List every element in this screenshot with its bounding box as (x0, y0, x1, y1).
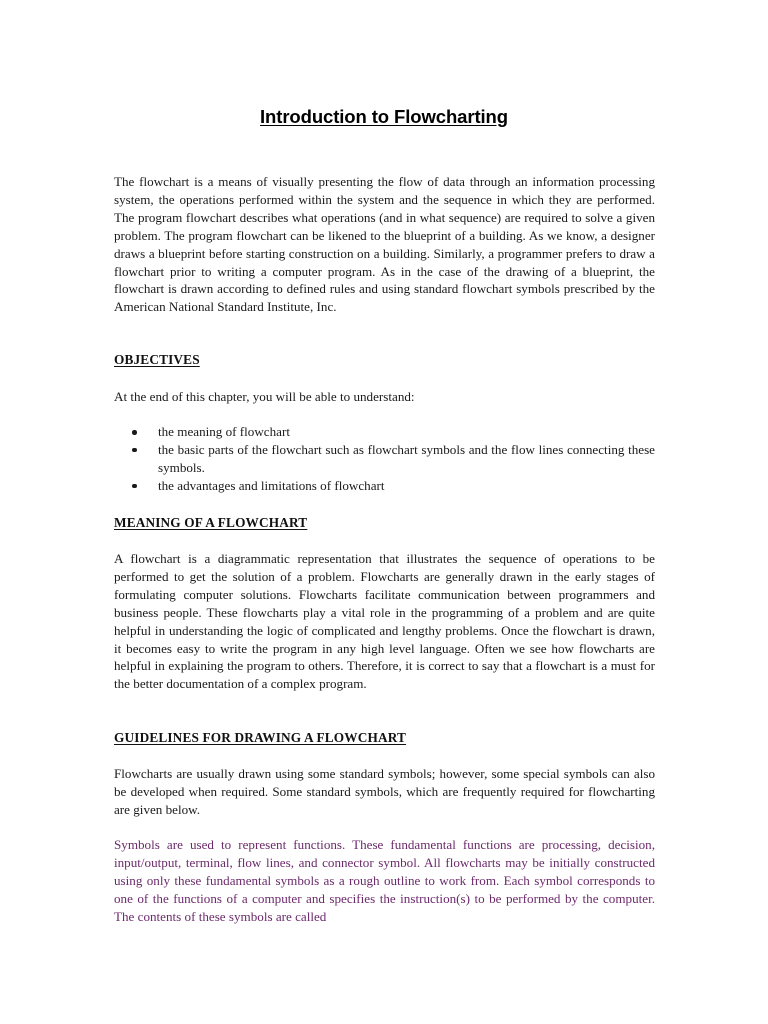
symbols-paragraph: Symbols are used to represent functions. These fundamental functions are processing, decision, input/output, terminal, flow lines, and connector symbol. All flowcharts may be initially constructed using only these fundamental symbols as a rough outline to work from. Each symbol corresponds to one of the functions of a computer and specifies the instruction(s) to be performed by the computer. The contents of these symbols are called (114, 837, 655, 924)
list-item-text: the basic parts of the flowchart such as flowchart symbols and the flow lines connecting these symbols. (158, 441, 655, 475)
page-title: Introduction to Flowcharting (260, 106, 508, 127)
bullet-icon (132, 484, 137, 489)
list-item-text: the meaning of flowchart (158, 424, 290, 439)
objectives-list (132, 423, 655, 495)
list-item (132, 441, 655, 477)
bullet-icon (132, 448, 137, 453)
intro-paragraph: The flowchart is a means of visually presenting the flow of data through an information processing system, the operations performed within the system and the sequence in which they are performed. The program flowchart describes what operations (and in what sequence) are required to solve a given problem. The program flowchart can be likened to the blueprint of a building. As we know, a designer draws a blueprint before starting construction on a building. Similarly, a programmer prefers to draw a flowchart prior to writing a computer program. As in the case of the drawing of a blueprint, the flowchart is drawn according to defined rules and using standard flowchart symbols prescribed by the American National Standard Institute, Inc. (114, 174, 655, 315)
bullet-icon (132, 430, 137, 435)
list-item (132, 477, 655, 495)
objectives-heading: OBJECTIVES (114, 352, 200, 367)
guidelines-heading: GUIDELINES FOR DRAWING A FLOWCHART (114, 730, 407, 745)
objectives-lead: At the end of this chapter, you will be able to understand: (114, 389, 415, 404)
meaning-heading: MEANING OF A FLOWCHART (114, 515, 308, 530)
guidelines-paragraph: Flowcharts are usually drawn using some standard symbols; however, some special symbols can also be developed when required. Some standard symbols, which are frequently required for flowcharting are given below. (114, 766, 655, 817)
meaning-paragraph: A flowchart is a diagrammatic representation that illustrates the sequence of operations to be performed to get the solution of a problem. Flowcharts are generally drawn in the early stages of formulating computer solutions. Flowcharts facilitate communication between programmers and business people. These flowcharts play a vital role in the programming of a problem and are quite helpful in understanding the logic of complicated and lengthy problems. Once the flowchart is drawn, it becomes easy to write the program in any high level language. Often we see how flowcharts are helpful in explaining the program to others. Therefore, it is correct to say that a flowchart is a must for the better documentation of a complex program. (114, 551, 655, 692)
list-item-text: the advantages and limitations of flowchart (158, 477, 385, 493)
list-item (132, 423, 655, 441)
